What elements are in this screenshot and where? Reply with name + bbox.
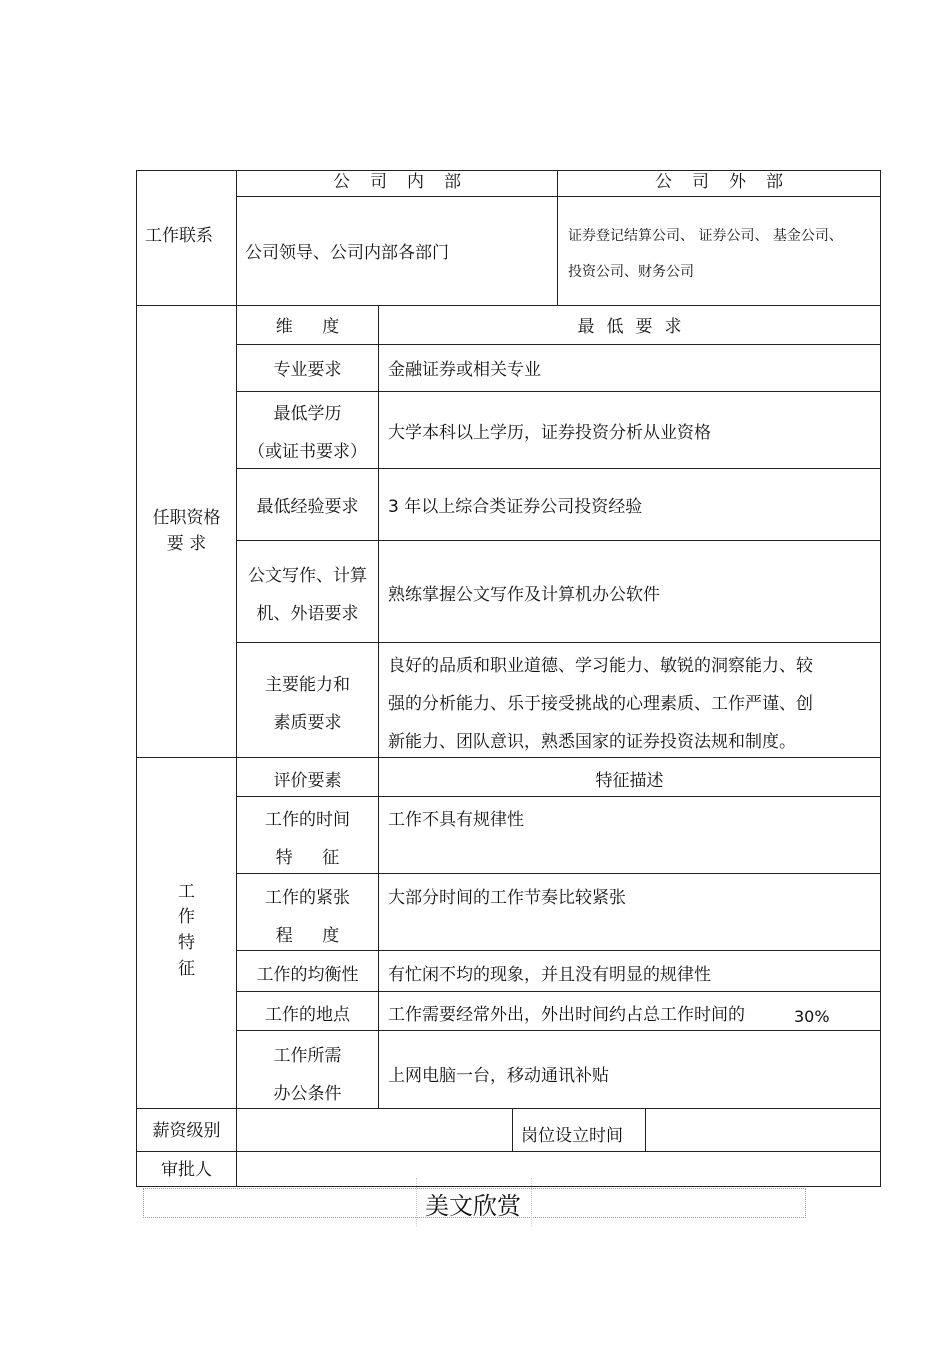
features-label-char: 工 [178,882,195,902]
feature-desc-cell [378,873,881,951]
features-label-char: 作 [178,907,195,927]
qual-dim: 专业要求 [273,360,342,380]
qual-dim-line2: 机、外语要求 [256,604,359,624]
qual-req: 大学本科以上学历，证券投资分析从业资格 [388,423,711,443]
external-header: 公司外部 [655,172,803,192]
footer-title: 美文欣赏 [425,1192,521,1220]
feature-elem-line2: 程 度 [275,926,352,946]
position-time-value-cell [645,1108,881,1152]
qual-req: 3 年以上综合类证券公司投资经验 [388,497,643,517]
position-time-label: 岗位设立时间 [521,1126,623,1146]
qual-dim-cell [236,540,379,643]
feature-elem-line1: 工作所需 [273,1046,342,1066]
element-header: 评价要素 [273,771,342,791]
qual-req: 熟练掌握公文写作及计算机办公软件 [388,585,660,605]
qual-dim-line1: 主要能力和 [265,675,350,695]
feature-elem-line2: 办公条件 [273,1084,342,1104]
feature-elem-line1: 工作的时间 [265,810,350,830]
salary-value-cell [236,1108,513,1152]
qual-dim-line1: 公文写作、计算 [248,566,367,586]
qual-dim-line2: 素质要求 [273,713,342,733]
description-header: 特征描述 [595,771,664,791]
external-value-cell [557,196,881,306]
requirement-header: 最低要求 [577,317,694,337]
qual-dim-line2: （或证书要求） [248,442,367,462]
qualification-label-line2: 要 求 [166,534,207,554]
qual-req-line2: 强的分析能力、乐于接受挑战的心理素质、工作严谨、创 [388,694,813,714]
feature-elem: 工作的均衡性 [256,965,359,985]
external-value-line1: 证券登记结算公司、 证券公司、 基金公司、 [568,228,843,244]
feature-desc: 有忙闲不均的现象，并且没有明显的规律性 [388,965,711,985]
approver-value-cell [236,1151,881,1187]
qual-dim-cell [236,642,379,758]
feature-percent: 30% [794,1007,830,1026]
qual-req: 金融证券或相关专业 [388,360,541,380]
feature-elem: 工作的地点 [265,1005,350,1025]
internal-value: 公司领导、公司内部各部门 [245,243,449,263]
features-label-char: 特 [178,933,195,953]
feature-desc: 工作不具有规律性 [388,810,524,830]
feature-desc: 工作需要经常外出，外出时间约占总工作时间的 [388,1005,745,1025]
qual-req-line1: 良好的品质和职业道德、学习能力、敏锐的洞察能力、较 [388,656,813,676]
feature-desc-cell [378,796,881,874]
qual-req-line3: 新能力、团队意识，熟悉国家的证券投资法规和制度。 [388,732,796,752]
feature-elem-line2: 特 征 [275,848,352,868]
qualification-label-cell [136,305,237,758]
qual-dim: 最低经验要求 [256,497,359,517]
internal-header: 公司内部 [333,172,481,192]
feature-desc: 大部分时间的工作节奏比较紧张 [388,888,626,908]
contact-label: 工作联系 [145,226,213,246]
features-label-char: 征 [178,959,195,979]
dimension-header: 维 度 [275,317,352,337]
salary-label: 薪资级别 [152,1121,221,1141]
qualification-label-line1: 任职资格 [152,508,221,528]
feature-desc: 上网电脑一台，移动通讯补贴 [388,1066,609,1086]
external-value-line2: 投资公司、财务公司 [568,264,694,280]
approver-label: 审批人 [161,1160,212,1180]
feature-elem-line1: 工作的紧张 [265,888,350,908]
qual-dim-line1: 最低学历 [273,404,342,424]
